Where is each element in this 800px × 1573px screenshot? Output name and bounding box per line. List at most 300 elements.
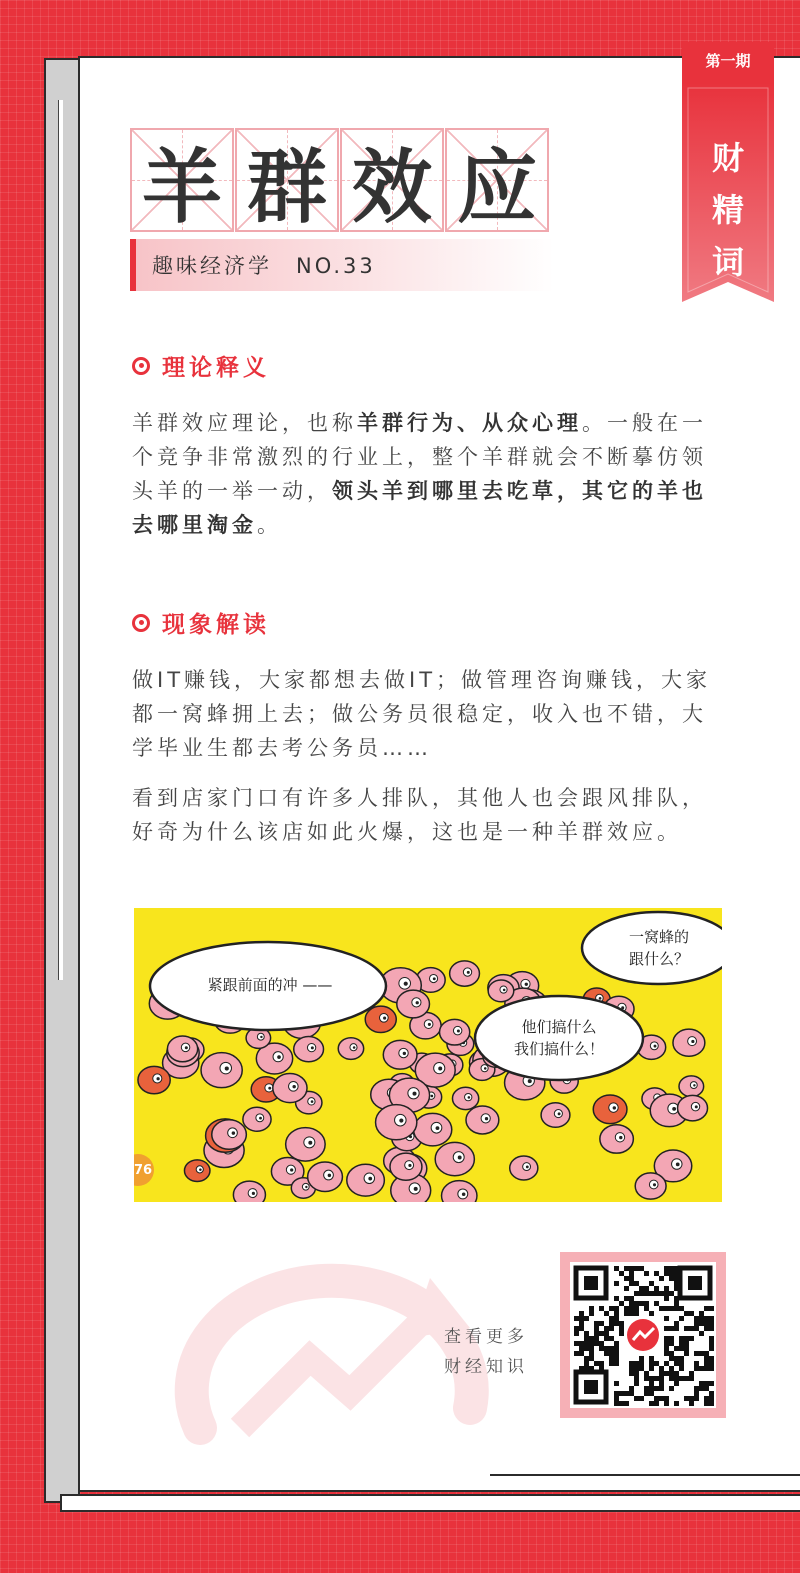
qr-module [599, 1331, 604, 1336]
qr-module [664, 1346, 669, 1351]
qr-module [634, 1376, 639, 1381]
qr-module [584, 1346, 589, 1351]
qr-module [669, 1276, 674, 1281]
spine-line [58, 100, 63, 980]
qr-module [709, 1396, 714, 1401]
text-run: 。一般在一个竞争非常激烈的行业上，整个羊群就会不断摹仿领头羊的一举一动， [132, 411, 707, 503]
qr-module [649, 1281, 654, 1286]
crowd-figure-pupil [676, 1163, 680, 1167]
qr-module [664, 1291, 669, 1296]
crowd-figure-pupil [428, 1023, 431, 1026]
qr-module [649, 1381, 654, 1386]
crowd-figure-pupil [199, 1168, 202, 1171]
qr-module [669, 1336, 674, 1341]
ribbon-char: 财 [711, 139, 744, 177]
bottom-divider [490, 1474, 800, 1476]
crowd-figure-pupil [467, 971, 470, 974]
qr-module [624, 1311, 629, 1316]
qr-module [679, 1336, 684, 1341]
qr-module [634, 1366, 639, 1371]
qr-module [614, 1356, 619, 1361]
qr-module [644, 1286, 649, 1291]
corner-number: 76 [134, 1163, 153, 1178]
qr-module [694, 1391, 699, 1396]
text-run: 。 [257, 513, 282, 537]
qr-module [679, 1346, 684, 1351]
qr-module [624, 1391, 629, 1396]
qr-module [629, 1306, 634, 1311]
crowd-figure-pupil [436, 1126, 440, 1130]
bubble-text-2 [484, 1016, 634, 1060]
qr-module [659, 1371, 664, 1376]
qr-module [599, 1306, 604, 1311]
qr-module [594, 1321, 599, 1326]
view-more-line: 财经知识 [444, 1357, 528, 1377]
qr-module [644, 1291, 649, 1296]
qr-module [659, 1386, 664, 1391]
qr-module [584, 1356, 589, 1361]
qr-module [594, 1331, 599, 1336]
qr-module [599, 1346, 604, 1351]
crowd-figure-pupil [468, 1096, 471, 1099]
qr-module [644, 1306, 649, 1311]
qr-module [604, 1331, 609, 1336]
crowd-figure-pupil [613, 1106, 616, 1109]
qr-module [709, 1391, 714, 1396]
bottom-page-edge [60, 1494, 800, 1512]
qr-module [649, 1391, 654, 1396]
qr-module [694, 1321, 699, 1326]
crowd-figure-pupil [290, 1168, 293, 1171]
qr-module [674, 1361, 679, 1366]
crowd-figure-pupil [311, 1046, 314, 1049]
text-run: 羊群效应理论，也称 [132, 411, 357, 435]
qr-module [614, 1266, 619, 1271]
qr-module [674, 1356, 679, 1361]
qr-module [664, 1396, 669, 1401]
qr-module [604, 1311, 609, 1316]
qr-module [689, 1311, 694, 1316]
qr-module [639, 1266, 644, 1271]
crowd-figure-pupil [433, 977, 436, 980]
ribbon-char: 词 [711, 243, 744, 281]
crowd-figure-pupil [457, 1029, 460, 1032]
qr-module [634, 1266, 639, 1271]
qr-module [629, 1391, 634, 1396]
crowd-figure-pupil [353, 1046, 356, 1049]
phenomenon-paragraph-2: 看到店家门口有许多人排队，其他人也会跟风排队，好奇为什么该店如此火爆，这也是一种羊群效应。 [132, 786, 707, 844]
qr-module [629, 1271, 634, 1276]
qr-module [634, 1381, 639, 1386]
crowd-figure-pupil [526, 1165, 529, 1168]
crowd-figure-pupil [458, 1156, 462, 1160]
qr-module [644, 1271, 649, 1276]
qr-module [614, 1391, 619, 1396]
qr-module [609, 1351, 614, 1356]
qr-module [599, 1361, 604, 1366]
ribbon-vertical-text [682, 132, 774, 340]
qr-module [649, 1311, 654, 1316]
bubble-text-3 [604, 926, 714, 970]
crowd-figure-pupil [404, 982, 408, 986]
qr-module [654, 1386, 659, 1391]
qr-module [704, 1381, 709, 1386]
crowd-figure-pupil [413, 1092, 417, 1096]
qr-module [614, 1316, 619, 1321]
qr-module [619, 1326, 624, 1331]
qr-module [614, 1311, 619, 1316]
crowd-figure-pupil [252, 1192, 255, 1195]
qr-module [629, 1296, 634, 1301]
qr-module [604, 1346, 609, 1351]
crowd-figure-pupil [484, 1067, 487, 1070]
qr-module [609, 1321, 614, 1326]
qr-module [609, 1356, 614, 1361]
qr-module [684, 1326, 689, 1331]
qr-module [619, 1271, 624, 1276]
qr-module [664, 1326, 669, 1331]
crowd-figure-pupil [232, 1131, 235, 1134]
crowd-figure-pupil [259, 1117, 262, 1120]
qr-module [659, 1276, 664, 1281]
qr-module [584, 1316, 589, 1321]
qr-module [689, 1376, 694, 1381]
qr-module [664, 1266, 669, 1271]
qr-module [579, 1326, 584, 1331]
qr-module [709, 1306, 714, 1311]
qr-module [614, 1296, 619, 1301]
qr-module [709, 1316, 714, 1321]
qr-module [694, 1366, 699, 1371]
crowd-figure-pupil [619, 1136, 622, 1139]
qr-module [689, 1336, 694, 1341]
qr-module [639, 1361, 644, 1366]
qr-module [689, 1396, 694, 1401]
qr-module [649, 1361, 654, 1366]
qr-module [679, 1306, 684, 1311]
qr-module [619, 1331, 624, 1336]
qr-module [629, 1301, 634, 1306]
qr-module [704, 1306, 709, 1311]
qr-module [684, 1376, 689, 1381]
qr-module [674, 1326, 679, 1331]
qr-module [694, 1351, 699, 1356]
qr-module [659, 1366, 664, 1371]
title-cell [445, 128, 549, 232]
book-spine [44, 58, 80, 1503]
crowd-figure-pupil [156, 1077, 159, 1080]
qr-module [649, 1376, 654, 1381]
crowd-figure-pupil [558, 1112, 561, 1115]
qr-module [584, 1336, 589, 1341]
qr-module [644, 1371, 649, 1376]
qr-module [614, 1346, 619, 1351]
qr-module [709, 1381, 714, 1386]
qr-module [574, 1351, 579, 1356]
qr-module [699, 1321, 704, 1326]
qr-module [669, 1376, 674, 1381]
qr-module [699, 1316, 704, 1321]
qr-module [664, 1371, 669, 1376]
crowd-figure-pupil [185, 1046, 188, 1049]
qr-module [674, 1376, 679, 1381]
qr-module [679, 1316, 684, 1321]
qr-module [709, 1336, 714, 1341]
section-heading-theory [132, 349, 270, 382]
qr-module [614, 1281, 619, 1286]
ribbon-char: 典 [711, 295, 744, 333]
qr-module [579, 1321, 584, 1326]
view-more-text [444, 1322, 528, 1382]
qr-module [639, 1291, 644, 1296]
qr-module [614, 1401, 619, 1406]
crowd-figure-pupil [308, 1141, 312, 1145]
qr-module [659, 1306, 664, 1311]
title-char: 应 [457, 140, 537, 234]
crowd-figure-pupil [268, 1087, 271, 1090]
crowd-figure-pupil [408, 1164, 411, 1167]
crowd-figure-pupil [485, 1117, 488, 1120]
qr-module [634, 1396, 639, 1401]
qr-module [674, 1346, 679, 1351]
crowd-figure-pupil [525, 983, 528, 986]
qr-module [649, 1366, 654, 1371]
qr-module [669, 1266, 674, 1271]
qr-module [709, 1326, 714, 1331]
qr-module [624, 1286, 629, 1291]
qr-module [589, 1356, 594, 1361]
crowd-figure-pupil [528, 1079, 532, 1083]
page-title [130, 128, 550, 232]
qr-module [574, 1316, 579, 1321]
qr-module [699, 1331, 704, 1336]
qr-module [644, 1376, 649, 1381]
qr-module [689, 1401, 694, 1406]
qr-module [609, 1316, 614, 1321]
qr-module [704, 1356, 709, 1361]
qr-module [674, 1371, 679, 1376]
qr-module [704, 1361, 709, 1366]
qr-module [654, 1301, 659, 1306]
qr-module [624, 1401, 629, 1406]
qr-module [704, 1401, 709, 1406]
qr-module [709, 1366, 714, 1371]
qr-module [709, 1401, 714, 1406]
qr-module [574, 1331, 579, 1336]
qr-module [659, 1291, 664, 1296]
qr-module [589, 1346, 594, 1351]
qr-module [639, 1366, 644, 1371]
qr-module [664, 1316, 669, 1321]
qr-module [639, 1356, 644, 1361]
qr-module [684, 1341, 689, 1346]
qr-module [664, 1296, 669, 1301]
qr-module [669, 1366, 674, 1371]
qr-module [579, 1311, 584, 1316]
qr-module [674, 1321, 679, 1326]
qr-module [704, 1316, 709, 1321]
qr-module [664, 1336, 669, 1341]
qr-module [669, 1371, 674, 1376]
qr-module [614, 1306, 619, 1311]
qr-module [634, 1281, 639, 1286]
qr-module [604, 1326, 609, 1331]
qr-module [594, 1341, 599, 1346]
qr-module [679, 1376, 684, 1381]
qr-module [664, 1351, 669, 1356]
qr-module [624, 1306, 629, 1311]
phenomenon-paragraph-1: 做IT赚钱，大家都想去做IT；做管理咨询赚钱，大家都一窝蜂拥上去；做公务员很稳定，收入也不错，大学毕业生都去考公务员…… [132, 668, 712, 760]
section-heading-text: 现象解读 [162, 612, 270, 638]
qr-module [669, 1386, 674, 1391]
qr-module [634, 1306, 639, 1311]
qr-module [629, 1361, 634, 1366]
qr-module [629, 1366, 634, 1371]
qr-module [624, 1276, 629, 1281]
qr-module [649, 1401, 654, 1406]
crowd-figure-pupil [383, 1017, 386, 1020]
qr-module [584, 1361, 589, 1366]
qr-module [684, 1311, 689, 1316]
crowd-figure-pupil [462, 1192, 466, 1196]
qr-module [704, 1351, 709, 1356]
qr-module [609, 1346, 614, 1351]
bubble-line: 他们搞什么 [521, 1018, 597, 1036]
qr-module [704, 1326, 709, 1331]
crowd-figure-pupil [691, 1040, 694, 1043]
qr-module [709, 1346, 714, 1351]
title-char: 群 [247, 140, 327, 234]
qr-module [649, 1386, 654, 1391]
qr-module [659, 1381, 664, 1386]
qr-module [579, 1346, 584, 1351]
qr-module [574, 1341, 579, 1346]
qr-module [699, 1386, 704, 1391]
qr-module [669, 1356, 674, 1361]
qr-module [629, 1266, 634, 1271]
bubble-line: 一窝蜂的 [628, 928, 689, 946]
qr-module [649, 1356, 654, 1361]
qr-module [594, 1361, 599, 1366]
qr-module [654, 1271, 659, 1276]
qr-module [704, 1396, 709, 1401]
qr-module [684, 1396, 689, 1401]
qr-code[interactable] [560, 1252, 726, 1418]
qr-module [619, 1321, 624, 1326]
qr-module [694, 1396, 699, 1401]
qr-module [684, 1351, 689, 1356]
qr-module [589, 1311, 594, 1316]
crowd-figure-pupil [305, 1186, 307, 1188]
issue-ribbon [682, 42, 774, 333]
subtitle-accent [130, 239, 136, 291]
qr-module [699, 1366, 704, 1371]
qr-module [664, 1286, 669, 1291]
qr-module [699, 1351, 704, 1356]
qr-module [659, 1376, 664, 1381]
qr-module [634, 1311, 639, 1316]
qr-module [654, 1376, 659, 1381]
crowd-figure-pupil [693, 1084, 695, 1086]
qr-module [694, 1386, 699, 1391]
qr-module [619, 1401, 624, 1406]
qr-module [599, 1341, 604, 1346]
issue-label: 第一期 [705, 52, 751, 70]
qr-module [694, 1361, 699, 1366]
comic-illustration [134, 908, 722, 1202]
qr-module [639, 1396, 644, 1401]
qr-module [594, 1336, 599, 1341]
qr-module [579, 1351, 584, 1356]
qr-module [614, 1361, 619, 1366]
crowd-figure-pupil [414, 1187, 418, 1191]
qr-module [614, 1321, 619, 1326]
qr-module [629, 1386, 634, 1391]
qr-module [664, 1271, 669, 1276]
qr-module [589, 1336, 594, 1341]
title-cell [130, 128, 234, 232]
crowd-figure-pupil [503, 989, 506, 992]
crowd-figure-pupil [311, 1100, 314, 1103]
qr-module [634, 1291, 639, 1296]
title-char: 羊 [142, 140, 222, 234]
qr-module [684, 1336, 689, 1341]
section-heading-text: 理论释义 [162, 355, 270, 381]
qr-module [659, 1396, 664, 1401]
qr-module [679, 1361, 684, 1366]
qr-module [669, 1326, 674, 1331]
qr-module [679, 1341, 684, 1346]
qr-module [664, 1306, 669, 1311]
qr-module [654, 1291, 659, 1296]
qr-module [699, 1381, 704, 1386]
qr-module [594, 1326, 599, 1331]
qr-module [654, 1361, 659, 1366]
bubble-text-1: 紧跟前面的冲 —— [207, 976, 333, 994]
qr-module [704, 1386, 709, 1391]
qr-module [699, 1311, 704, 1316]
crowd-figure-pupil [438, 1067, 442, 1071]
qr-module [579, 1341, 584, 1346]
qr-module [574, 1326, 579, 1331]
qr-module [679, 1366, 684, 1371]
qr-module [589, 1306, 594, 1311]
crowd-figure-pupil [431, 1095, 434, 1098]
qr-module [619, 1391, 624, 1396]
qr-module [689, 1326, 694, 1331]
qr-module [664, 1361, 669, 1366]
qr-module [634, 1301, 639, 1306]
qr-module [694, 1326, 699, 1331]
crowd-figure-pupil [653, 1183, 656, 1186]
qr-module [619, 1301, 624, 1306]
qr-module [669, 1271, 674, 1276]
qr-module [649, 1291, 654, 1296]
qr-module [599, 1321, 604, 1326]
qr-module [709, 1356, 714, 1361]
crowd-figure-pupil [654, 1045, 657, 1048]
qr-module [709, 1321, 714, 1326]
title-cell [235, 128, 339, 232]
qr-module [709, 1341, 714, 1346]
qr-module [614, 1396, 619, 1401]
qr-module [654, 1401, 659, 1406]
qr-module [669, 1306, 674, 1311]
qr-module [629, 1371, 634, 1376]
crowd-figure-pupil [368, 1177, 372, 1181]
qr-module [709, 1361, 714, 1366]
qr-module [639, 1301, 644, 1306]
